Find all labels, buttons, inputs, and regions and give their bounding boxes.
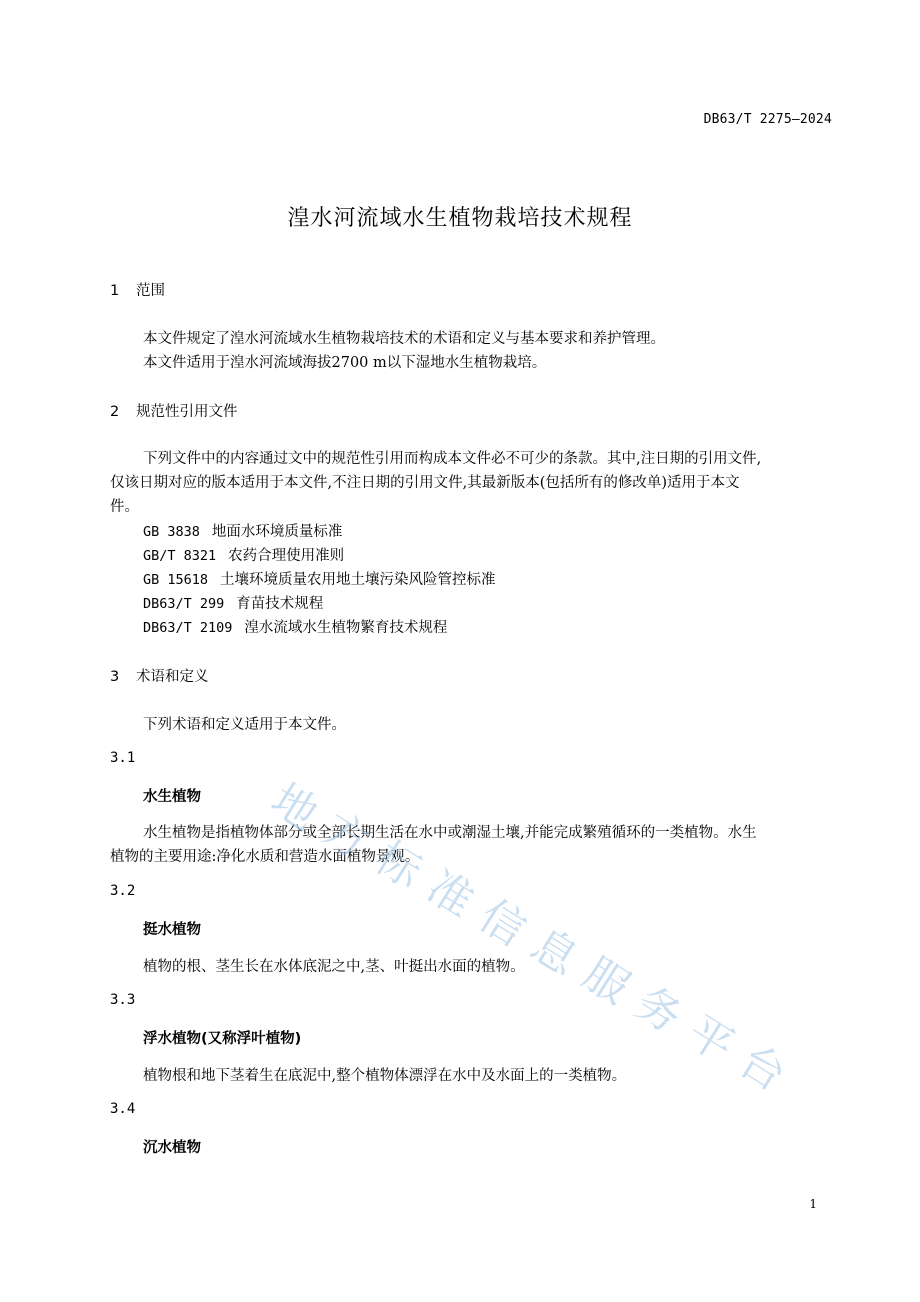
reference-title: 湟水流域水生植物繁育技术规程 <box>244 620 448 636</box>
watermark-char: 方 <box>314 803 379 870</box>
reference-title: 育苗技术规程 <box>236 596 324 612</box>
reference-code: GB/T 8321 <box>143 548 217 564</box>
watermark-char: 标 <box>366 832 431 899</box>
reference-code: DB63/T 299 <box>143 596 225 612</box>
watermark-char: 服 <box>574 948 639 1015</box>
reference-title: 地面水环境质量标准 <box>211 524 343 540</box>
reference-item <box>143 568 496 589</box>
section-number: 3 <box>110 669 120 685</box>
reference-item <box>143 616 447 637</box>
section-3-intro: 下列术语和定义适用于本文件。 <box>143 717 346 733</box>
reference-title: 农药合理使用准则 <box>228 548 345 564</box>
section-2-intro-line-2: 仅该日期对应的版本适用于本文件,不注日期的引用文件,其最新版本(包括所有的修改单)适用于本文 <box>110 475 740 491</box>
watermark-char: 地 <box>262 774 327 841</box>
section-title: 范围 <box>136 283 165 299</box>
section-2-intro-line-3: 件。 <box>110 499 139 515</box>
reference-title: 土壤环境质量农用地土壤污染风险管控标准 <box>220 572 496 588</box>
term-number: 3.4 <box>110 1101 136 1117</box>
section-2-intro-line-1: 下列文件中的内容通过文中的规范性引用而构成本文件必不可少的条款。其中,注日期的引用文件, <box>143 451 762 467</box>
term-name: 浮水植物(又称浮叶植物) <box>143 1031 302 1047</box>
section-title: 规范性引用文件 <box>136 404 238 420</box>
term-name: 沉水植物 <box>143 1140 201 1156</box>
reference-code: GB 3838 <box>143 524 200 540</box>
watermark-char: 准 <box>418 861 483 928</box>
term-name: 挺水植物 <box>143 922 201 938</box>
term-definition-line: 植物的根、茎生长在水体底泥之中,茎、叶挺出水面的植物。 <box>143 959 525 975</box>
page-number: 1 <box>809 1197 817 1211</box>
term-definition-line: 植物根和地下茎着生在底泥中,整个植物体漂浮在水中及水面上的一类植物。 <box>143 1068 627 1084</box>
watermark-char: 台 <box>730 1035 795 1102</box>
term-name: 水生植物 <box>143 789 201 805</box>
section-number: 1 <box>110 283 120 299</box>
section-1-heading <box>110 279 165 300</box>
watermark-char: 息 <box>522 919 587 986</box>
watermark-char: 平 <box>678 1006 743 1073</box>
term-definition-line: 水生植物是指植物体部分或全部长期生活在水中或潮湿土壤,并能完成繁殖循环的一类植物。水生 <box>143 825 757 841</box>
term-definition-line: 植物的主要用途:净化水质和营造水面植物景观。 <box>110 849 420 865</box>
document-title: 湟水河流域水生植物栽培技术规程 <box>287 206 633 231</box>
term-number: 3.1 <box>110 750 136 766</box>
reference-item <box>143 592 323 613</box>
section-title: 术语和定义 <box>136 669 209 685</box>
watermark-char: 务 <box>626 977 691 1044</box>
watermark <box>248 760 795 1102</box>
watermark-char: 信 <box>470 890 535 957</box>
reference-item <box>143 520 342 541</box>
reference-code: GB 15618 <box>143 572 209 588</box>
section-2-heading <box>110 400 238 421</box>
reference-item <box>143 544 344 565</box>
section-1-para-1: 本文件规定了湟水河流域水生植物栽培技术的术语和定义与基本要求和养护管理。 <box>143 331 665 347</box>
section-1-para-2: 本文件适用于湟水河流域海拔2700 m以下湿地水生植物栽培。 <box>143 355 547 371</box>
term-number: 3.2 <box>110 883 136 899</box>
section-3-heading <box>110 665 209 686</box>
section-number: 2 <box>110 404 120 420</box>
standard-number: DB63/T 2275—2024 <box>703 112 832 127</box>
reference-code: DB63/T 2109 <box>143 620 233 636</box>
term-number: 3.3 <box>110 992 136 1008</box>
